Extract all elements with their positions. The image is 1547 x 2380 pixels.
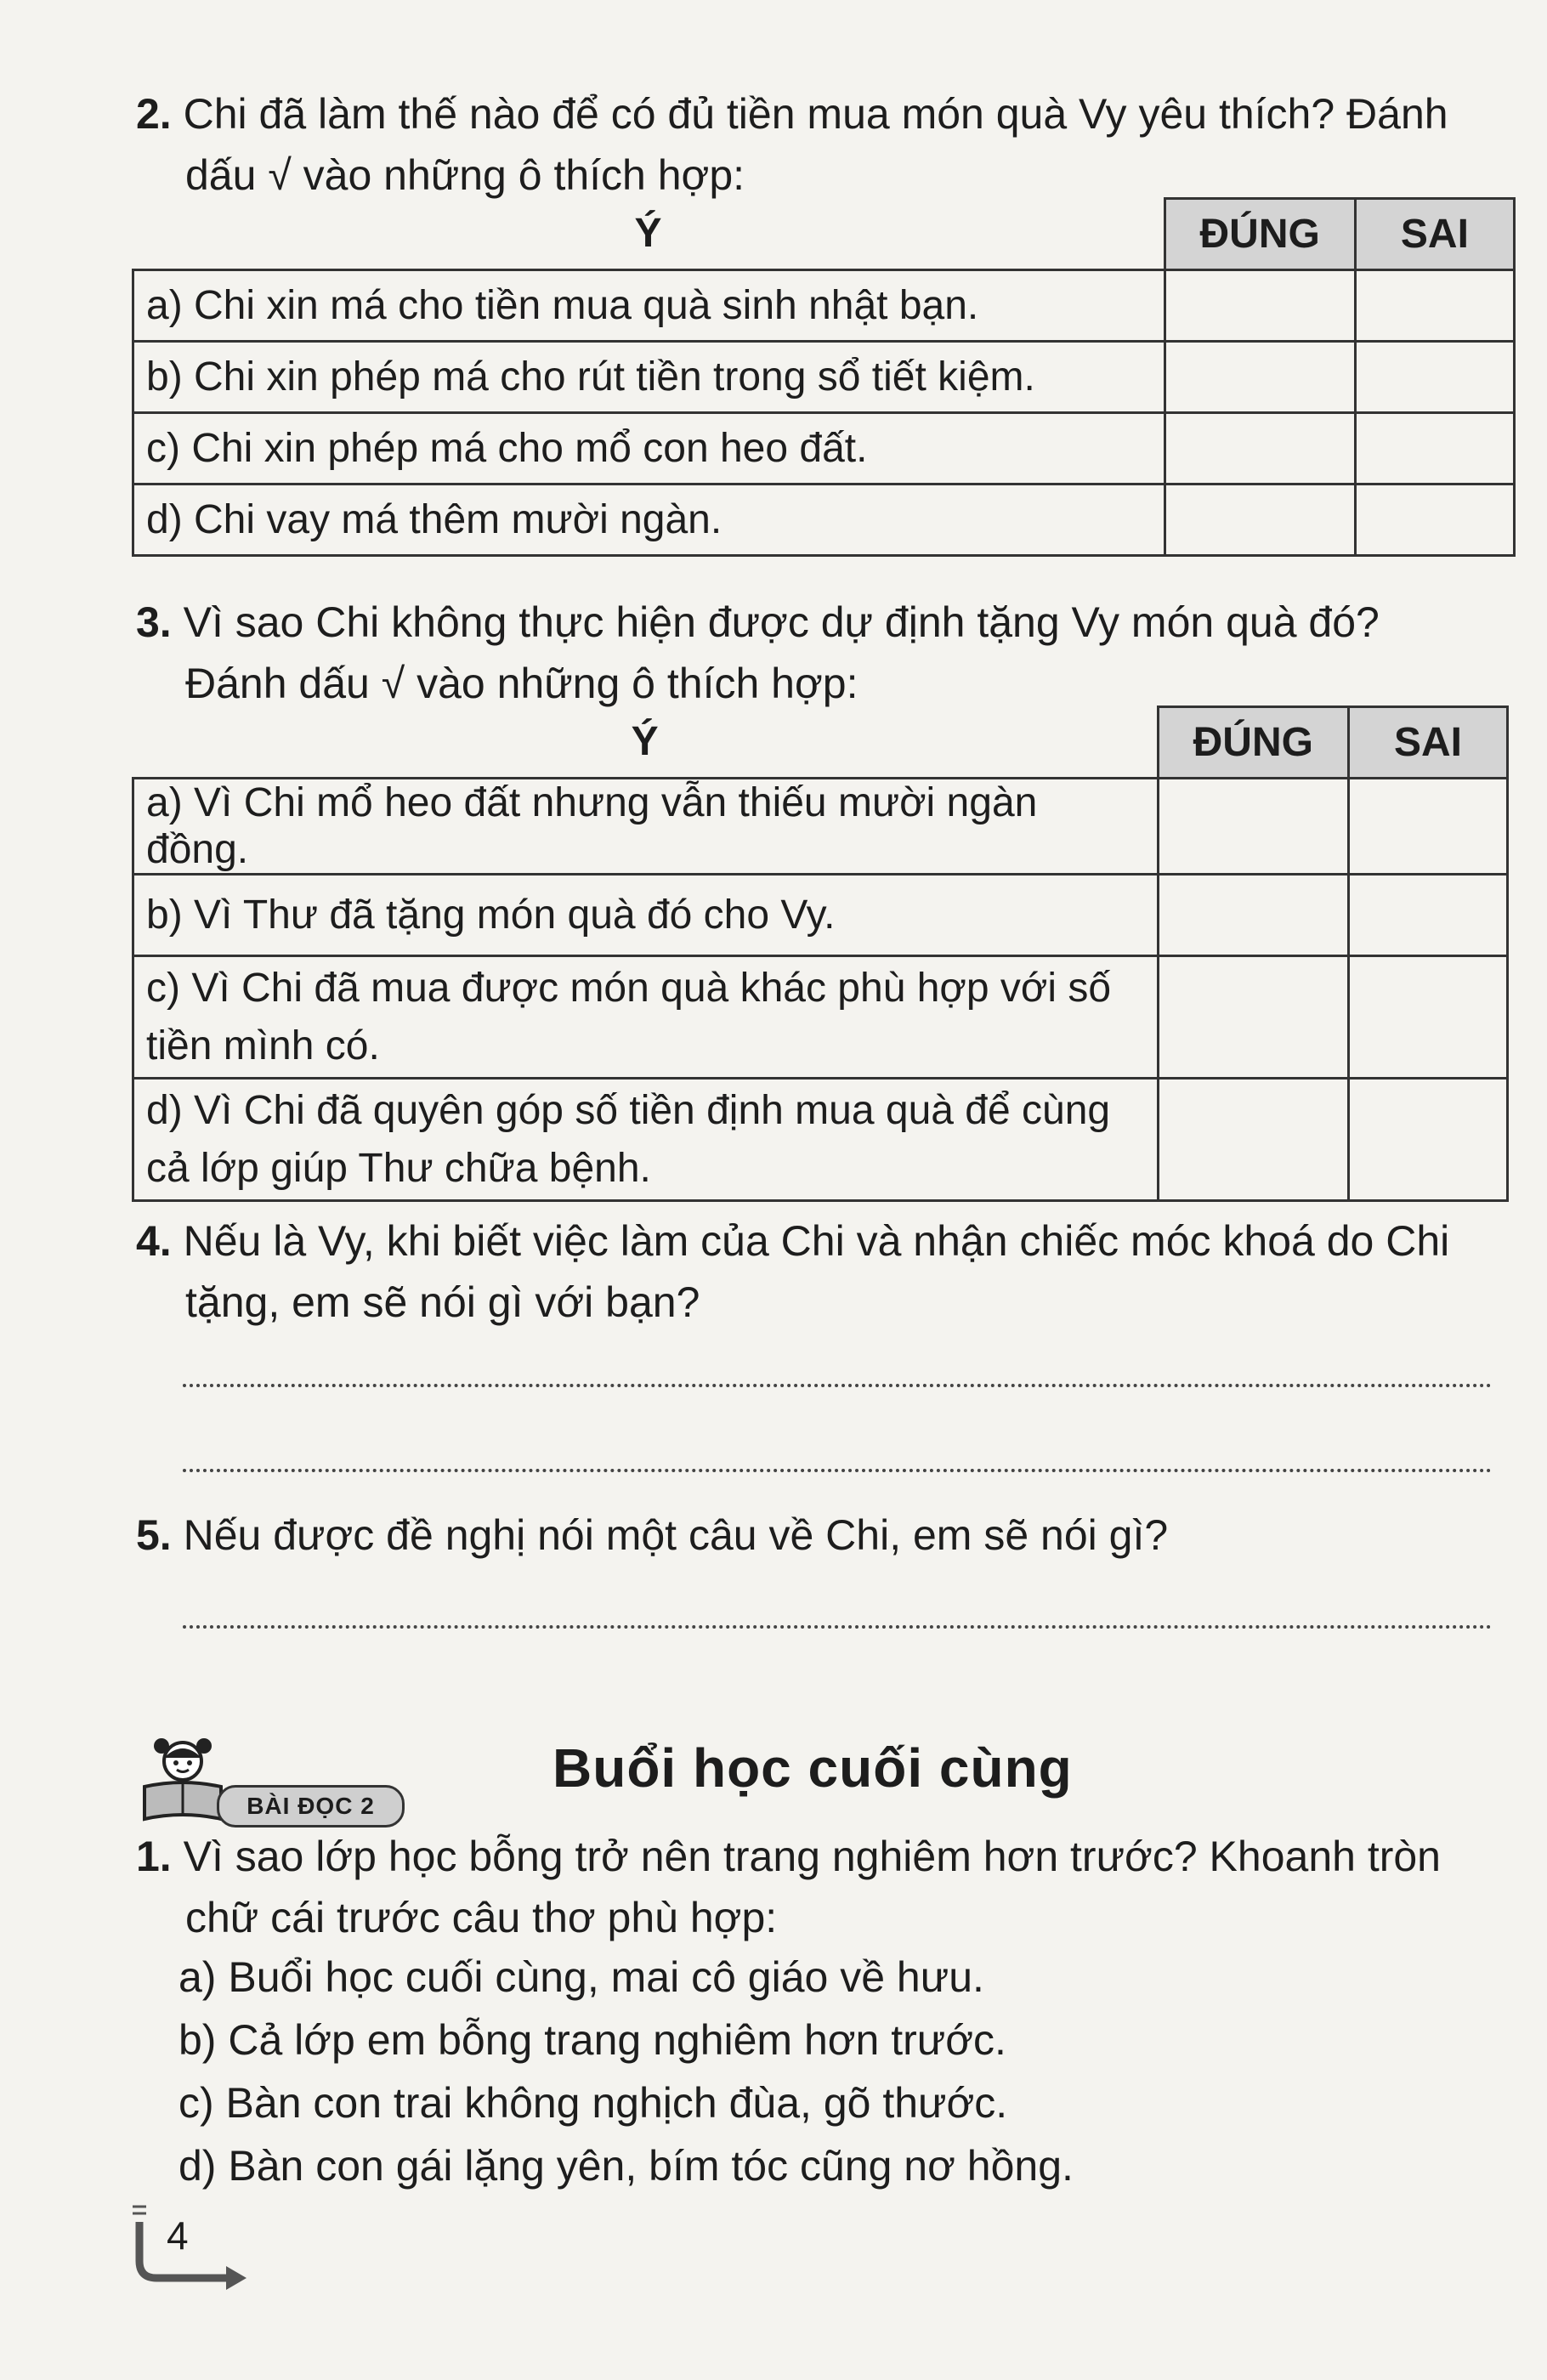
question-text-cont: chữ cái trước câu thơ phù hợp: [185, 1894, 778, 1941]
question-number: 3. [136, 598, 172, 646]
true-checkbox-cell[interactable] [1164, 342, 1355, 413]
row-statement [133, 956, 1159, 1079]
false-checkbox-cell[interactable] [1355, 270, 1514, 342]
question-number: 4. [136, 1217, 172, 1265]
table-row [133, 956, 1508, 1079]
row-statement-line: c) Vì Chi đã mua được món quà khác phù hợp với số [146, 965, 1112, 1011]
table-row [133, 270, 1515, 342]
col-false-header: SAI [1348, 707, 1507, 779]
row-statement: c) Chi xin phép má cho mổ con heo đất. [133, 413, 1165, 484]
false-checkbox-cell[interactable] [1355, 342, 1514, 413]
section-title: Buổi học cuối cùng [552, 1737, 1073, 1799]
answer-option-c[interactable]: c) Bàn con trai không nghịch đùa, gõ thước. [178, 2079, 1008, 2127]
false-checkbox-cell[interactable] [1348, 875, 1507, 956]
section-badge [136, 1734, 400, 1828]
question-text: Chi đã làm thế nào để có đủ tiền mua món quà Vy yêu thích? Đánh [183, 90, 1448, 138]
question-4 [136, 1210, 1513, 1333]
question-2 [136, 83, 1513, 206]
col-true-header: ĐÚNG [1158, 707, 1348, 779]
true-checkbox-cell[interactable] [1158, 875, 1348, 956]
table-row [133, 779, 1508, 875]
row-statement-line: d) Vì Chi đã quyên góp số tiền định mua quà để cùng [146, 1087, 1111, 1133]
false-checkbox-cell[interactable] [1348, 779, 1507, 875]
page-corner-arrow-icon [128, 2202, 255, 2295]
row-statement: b) Chi xin phép má cho rút tiền trong sổ tiết kiệm. [133, 342, 1165, 413]
question-text: Nếu là Vy, khi biết việc làm của Chi và nhận chiếc móc khoá do Chi [183, 1217, 1450, 1265]
row-statement: b) Vì Thư đã tặng món quà đó cho Vy. [133, 875, 1159, 956]
question-text-cont: dấu √ vào những ô thích hợp: [185, 151, 745, 199]
question-text: Vì sao Chi không thực hiện được dự định tặng Vy món quà đó? [183, 598, 1380, 646]
true-checkbox-cell[interactable] [1158, 1079, 1348, 1201]
reading2-question-1 [136, 1826, 1513, 1948]
question-5 [136, 1504, 1513, 1566]
table-row [133, 1079, 1508, 1201]
true-checkbox-cell[interactable] [1164, 270, 1355, 342]
row-statement-line: tiền mình có. [146, 1023, 380, 1068]
question-text-cont: tặng, em sẽ nói gì với bạn? [185, 1278, 700, 1326]
row-statement: d) Chi vay má thêm mười ngàn. [133, 484, 1165, 556]
row-statement: a) Chi xin má cho tiền mua quà sinh nhật bạn. [133, 270, 1165, 342]
col-true-header: ĐÚNG [1164, 199, 1355, 270]
page-number: 4 [167, 2213, 189, 2258]
section-badge-label: BÀI ĐỌC 2 [217, 1785, 405, 1828]
true-checkbox-cell[interactable] [1164, 484, 1355, 556]
q2-table [132, 197, 1516, 557]
answer-option-b[interactable]: b) Cả lớp em bỗng trang nghiêm hơn trước. [178, 2016, 1006, 2064]
false-checkbox-cell[interactable] [1355, 484, 1514, 556]
question-number: 1. [136, 1833, 172, 1880]
col-idea-header: Ý [133, 199, 1165, 270]
false-checkbox-cell[interactable] [1348, 1079, 1507, 1201]
true-checkbox-cell[interactable] [1164, 413, 1355, 484]
answer-line[interactable] [183, 1625, 1492, 1629]
table-row [133, 413, 1515, 484]
q3-table [132, 706, 1509, 1202]
row-statement [133, 1079, 1159, 1201]
false-checkbox-cell[interactable] [1348, 956, 1507, 1079]
table-row [133, 484, 1515, 556]
question-number: 5. [136, 1511, 172, 1559]
answer-line[interactable] [183, 1384, 1492, 1387]
question-text-cont: Đánh dấu √ vào những ô thích hợp: [185, 660, 858, 707]
question-number: 2. [136, 90, 172, 138]
col-false-header: SAI [1355, 199, 1514, 270]
answer-option-a[interactable]: a) Buổi học cuối cùng, mai cô giáo về hưu. [178, 1953, 984, 2001]
true-checkbox-cell[interactable] [1158, 779, 1348, 875]
row-statement-line: cả lớp giúp Thư chữa bệnh. [146, 1145, 651, 1191]
false-checkbox-cell[interactable] [1355, 413, 1514, 484]
table-row [133, 875, 1508, 956]
answer-line[interactable] [183, 1469, 1492, 1472]
col-idea-header: Ý [133, 707, 1159, 779]
table-row [133, 342, 1515, 413]
answer-option-d[interactable]: d) Bàn con gái lặng yên, bím tóc cũng nơ hồng. [178, 2142, 1074, 2190]
question-text: Nếu được đề nghị nói một câu về Chi, em sẽ nói gì? [183, 1511, 1169, 1559]
question-3 [136, 592, 1513, 714]
question-text: Vì sao lớp học bỗng trở nên trang nghiêm hơn trước? Khoanh tròn [183, 1833, 1441, 1880]
true-checkbox-cell[interactable] [1158, 956, 1348, 1079]
row-statement: a) Vì Chi mổ heo đất nhưng vẫn thiếu mười ngàn đồng. [133, 779, 1159, 875]
